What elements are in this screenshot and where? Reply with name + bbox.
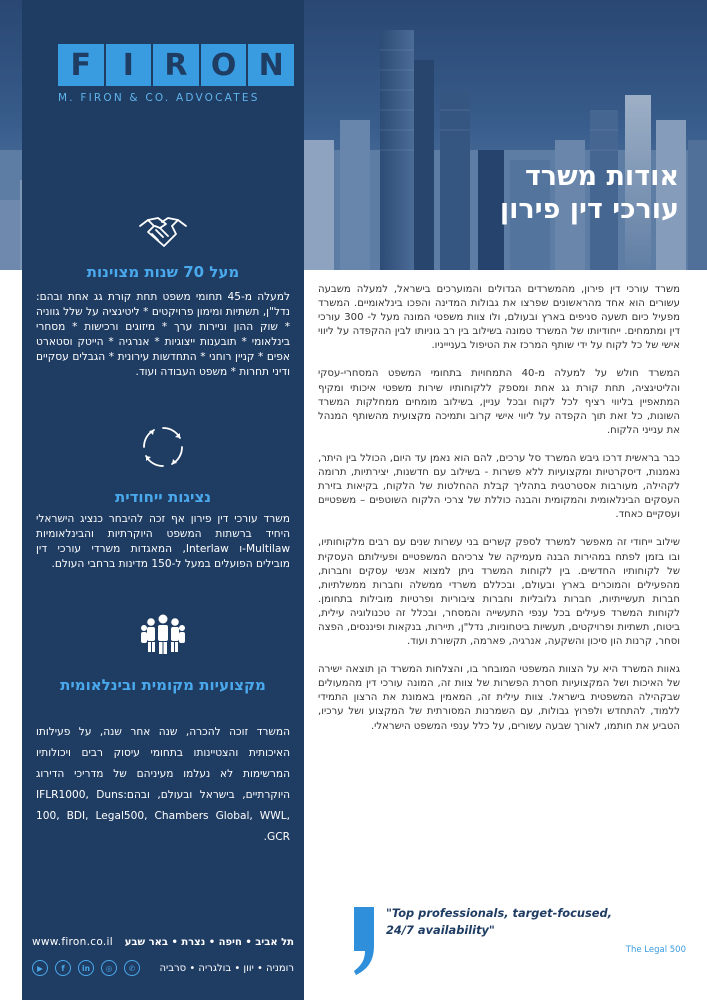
linkedin-icon[interactable]: in: [78, 960, 94, 976]
sidebar-panel: [22, 0, 304, 1000]
logo-letter: N: [248, 44, 294, 86]
section-title-representation: נציגות ייחודית: [114, 488, 212, 506]
quote-source: The Legal 500: [625, 945, 686, 955]
logo-letter: O: [201, 44, 247, 86]
israel-offices: תל אביב • חיפה • נצרת • באר שבע: [124, 936, 294, 948]
instagram-icon[interactable]: ◎: [101, 960, 117, 976]
testimonial-quote: "Top professionals, target-focused, 24/7 availability": [386, 906, 612, 937]
logo-letter: I: [106, 44, 152, 86]
team-icon: [22, 612, 304, 656]
article-paragraph: משרד עורכי דין פירון, מהמשרדים הגדולים והמוערכים בישראל, למעלה משבעה עשורים הוא אחד מהראשונים שפרצו את גבולות המדינה והפכו בינלאומיים. המשרד מפעיל כיום תשעה סניפים בארץ ובעולם, ולו צוות משפטי המונה מעל ל- 300 עורכי דין ומתמחים. ייחודיותו של המשרד טמונה בשילוב בין רב גוניותו לבין ההקפדה על ליווי אישי של כל לקוח על ידי שותף המרכז את הטיפול בעניייניו.: [318, 284, 680, 352]
page-headline: [319, 160, 679, 226]
section-body-representation: משרד עורכי דין פירון אף זכה להיבחר כנציג הישראלי היחיד ברשתות המשפט היוקרתיות והבינלאומיות Multilaw-ו Interlaw, המאגדות משרדי עורכי דין מובילים הפועלים במעל ל-150 מדינות ברחבי העולם.: [36, 513, 291, 570]
article-paragraph: כבר בראשית דרכו גיבש המשרד סל ערכים, להם הוא נאמן עד היום, הכולל בין היתר, נאמנות, דיסקרטיות ומקצועיות ללא פשרות - בשילוב עם חדשנות, יצירתיות, תרומה לקהילה, מעורבות אסטרטגית בתהליך קבלת ההחלטות של הלקוח, בקיאות בזירת העסקים הבינלאומית והמקומית והבנה כוללת של צרכי הלקוח השוטפים – משפטיים ועסקיים כאחד.: [318, 452, 680, 521]
logo-subtitle: M. FIRON & CO. ADVOCATES: [58, 92, 260, 104]
article-paragraph: גאוות המשרד היא על הצוות המשפטי המובחר בו, והצלחות המשרד הן תוצאה ישירה של האיכות ושל המקצועיות חסרת הפשרות של צוות זה, המונה עורכי דין מהמעולים שבקהילה המשפטית בישראל. צוות עילית זה, המאמין באמונת את הרצון התמידי ללמוד, להתחדש ולפרוץ גבולות, עם השמרנות המסורתית של המקצוע ושל ערכיו, הטביע את חותמו, לאורך שבעה עשורים, על כלל ענפי המשפט הישראלי.: [318, 664, 680, 732]
whatsapp-icon[interactable]: ✆: [124, 960, 140, 976]
logo-letter: F: [58, 44, 104, 86]
article-paragraph: שילוב ייחודי זה מאפשר למשרד לספק קשרים בני עשרות שנים עם רבים מלקוחותיו, ובו בזמן לפתח במהירות הבנה מעמיקה של צרכיהם המשפטיים ופעילותם העסקית של לקוחותיו החדשים. בין לקוחות המשרד ניתן למצוא אנשי עסקים וחברות, מהפעילים והמוכרים בארץ ובעולם, ובכללם משרדי ממשלה וחברות ממשלתיות, חברות תעשייתיות, חברות גלובליות וחברות ציבוריות ופרטיות מובילות בתחומן. לקוחות המשרד פעילים בכל ענפי התעשייה והמסחר, ובכלל זה טכנולוגיה עילית, ביטוח, תשתיות ופרויקטים, תעשיות ביטחוניות, נדל"ן, תיירות, בנקאות ופיננסים, הפצה וסחר, קרנות הון סיכון והשקעה, אנרגיה, פארמה, תקשורת ועוד.: [318, 537, 680, 648]
handshake-icon: [22, 212, 304, 252]
website-link[interactable]: www.firon.co.il: [32, 936, 113, 948]
youtube-icon[interactable]: ▶: [32, 960, 48, 976]
cycle-arrows-icon: [22, 424, 304, 470]
quote-mark-icon: [350, 905, 378, 975]
section-title-excellence: מעל 70 שנות מצוינות: [86, 263, 240, 281]
contact-footer: [32, 934, 294, 976]
article-paragraph: המשרד חולש על למעלה מ-40 התמחויות בתחומי המשפט המסחרי-עסקי והליטיגציה, תחת קורת גג אחת ומספק ללקוחותיו שירות משפטי איכותי ומקיף המתאפיין בליווי רציף לכל לקוח ובכל עניין, בשילוב מומחים ממחלקות המשרד השונות, כל זאת תוך הקפדה על ליווי אישי קרוב ותמיכה מקצועית מהשותף המנהל את ענייני הלקוח.: [318, 368, 681, 436]
headline-line-2: עורכי דין פירון: [499, 194, 679, 225]
firon-logo: [58, 44, 294, 104]
facebook-icon[interactable]: f: [55, 960, 71, 976]
section-body-excellence: למעלה מ-45 תחומי משפט תחת קורת גג אחת ובהם: נדל"ן, תשתיות ומימון פרויקטים * ליטיגציה על שלל גווניה * שוק ההון וניירות ערך * מיזוגים ורכישות * מסחרי בינלאומי * תובענות ייצוגיות * אנרגיה * הייטק וסטארט אפים * קניין רוחני * התחדשות עירונית * הגבלים עסקיים ודיני תחרות * משפט העבודה ועוד.: [36, 291, 290, 378]
headline-line-1: אודות משרד: [524, 161, 679, 192]
international-offices: רומניה • יוון • בולגריה • סרביה: [159, 962, 294, 974]
main-article: [318, 283, 680, 748]
logo-letter: R: [153, 44, 199, 86]
section-body-professionalism: המשרד זוכה להכרה, שנה אחר שנה, על פעילותו האיכותית והצטיינותו בתחומי עיסוק רבים ויכולותיו המרשימות לא נעלמו מעיניהם של מדריכי הדירוג היוקרתיים, בישראל ובעולם, ובהם:IFLR1000, Duns 100, BDI, Legal500, Chambers Global, WWL, GCR.: [36, 726, 291, 843]
section-title-professionalism: מקצועיות מקומית ובינלאומית: [60, 676, 266, 694]
social-links: [32, 960, 140, 976]
